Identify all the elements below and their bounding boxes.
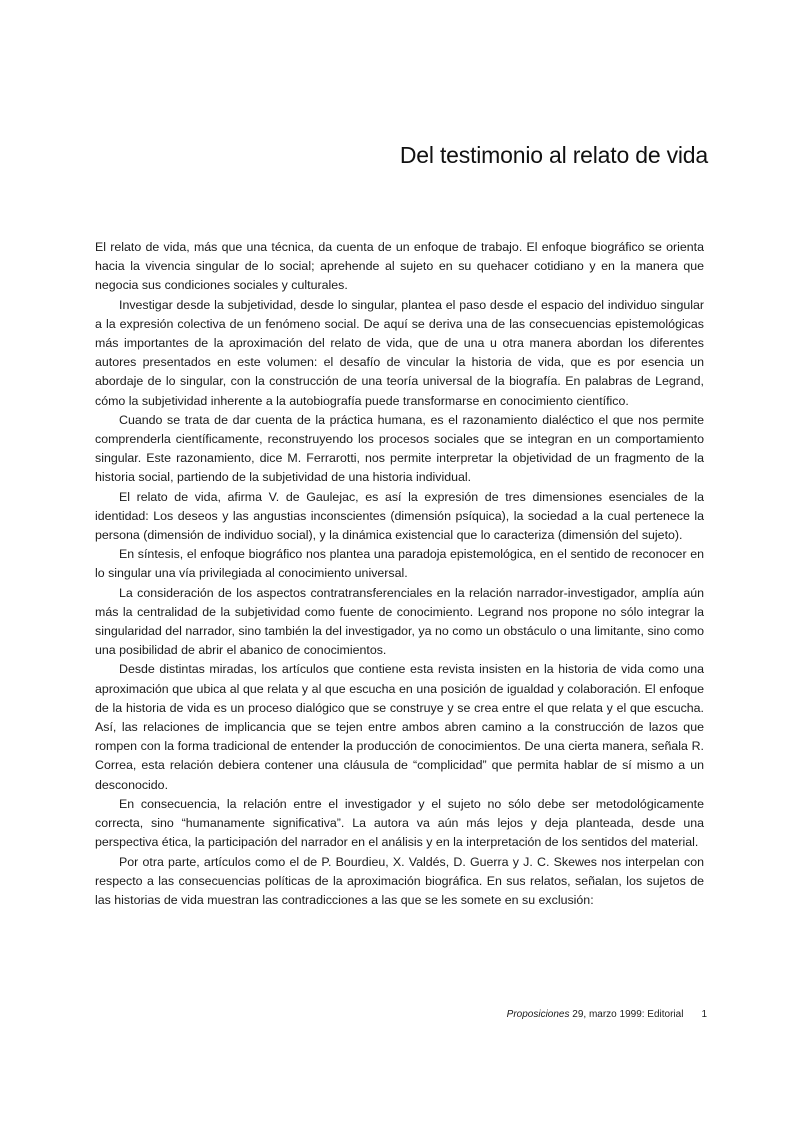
paragraph-7: Desde distintas miradas, los artículos que contiene esta revista insisten en la historia de vida como una aproximación que ubica al que relata y al que escucha en una posición de igualdad y colaboración. El enfoque de la historia de vida es un proceso dialógico que se construye y se crea entre el que relata y el que escucha. Así, las relaciones de implicancia que se tejen entre ambos abren camino a la construcción de lazos que rompen con la forma tradicional de entender la producción de conocimientos. De una cierta manera, señala R. Correa, esta relación debiera contener una cláusula de “complicidad” que permita hablar de sí mismo a un desconocido. bbox=[95, 662, 704, 792]
paragraph-9: Por otra parte, artículos como el de P. Bourdieu, X. Valdés, D. Guerra y J. C. Skewes nos interpelan con respecto a las consecuencias políticas de la aproximación biográfica. En sus relatos, señalan, los sujetos de las historias de vida muestran las contradicciones a las que se les somete en su exclusión: bbox=[95, 854, 704, 907]
page-number: 1 bbox=[701, 1009, 707, 1020]
paragraph-1: El relato de vida, más que una técnica, da cuenta de un enfoque de trabajo. El enfoque biográfico se orienta hacia la vivencia singular de lo social; aprehende al sujeto en su quehacer cotidiano y en la manera que negocia sus condiciones sociales y culturales. bbox=[95, 240, 704, 293]
issue-info: 29, marzo 1999: Editorial bbox=[569, 1009, 684, 1020]
journal-name: Proposiciones bbox=[506, 1009, 570, 1020]
page-footer bbox=[507, 1009, 707, 1020]
paragraph-5: En síntesis, el enfoque biográfico nos plantea una paradoja epistemológica, en el sentido de reconocer en lo singular una vía privilegiada al conocimiento universal. bbox=[95, 547, 704, 581]
paragraph-6: La consideración de los aspectos contratransferenciales en la relación narrador-investigador, amplía aún más la centralidad de la subjetividad como fuente de conocimiento. Legrand nos propone no sólo integrar la singularidad del narrador, sino también la del investigador, ya no como un obstáculo o una limitante, sino como una posibilidad de abrir el abanico de conocimientos. bbox=[95, 585, 704, 658]
article-body bbox=[95, 238, 704, 910]
paragraph-8: En consecuencia, la relación entre el investigador y el sujeto no sólo debe ser metodológicamente correcta, sino “humanamente significativa”. La autora va aún más lejos y deja planteada, desde una perspectiva ética, la participación del narrador en el análisis y en la interpretación de los sentidos del material. bbox=[95, 796, 704, 850]
paragraph-4: El relato de vida, afirma V. de Gaulejac, es así la expresión de tres dimensiones esenciales de la identidad: Los deseos y las angustias inconscientes (dimensión psíquica), la sociedad a la cual pertenece la persona (dimensión de individuo social), y la dinámica existencial que lo caracteriza (dimensión del sujeto). bbox=[95, 489, 704, 543]
page-title: Del testimonio al relato de vida bbox=[399, 142, 708, 168]
paragraph-2: Investigar desde la subjetividad, desde lo singular, plantea el paso desde el espacio del individuo singular a la expresión colectiva de un fenómeno social. De aquí se deriva una de las consecuencias epistemológicas más importantes de la aproximación del relato de vida, que de una u otra manera abordan los diferentes autores presentados en este volumen: el desafío de vincular la historia de vida, que es por esencia un abordaje de lo singular, con la construcción de una teoría universal de la biografía. En palabras de Legrand, cómo la subjetividad inherente a la autobiografía puede transformarse en conocimiento científico. bbox=[95, 297, 704, 408]
paragraph-3: Cuando se trata de dar cuenta de la práctica humana, es el razonamiento dialéctico el que nos permite comprenderla científicamente, reconstruyendo los procesos sociales que se integran en un comportamiento singular. Este razonamiento, dice M. Ferrarotti, nos permite interpretar la objetividad de un fragmento de la historia social, partiendo de la subjetividad de una historia individual. bbox=[95, 412, 704, 485]
